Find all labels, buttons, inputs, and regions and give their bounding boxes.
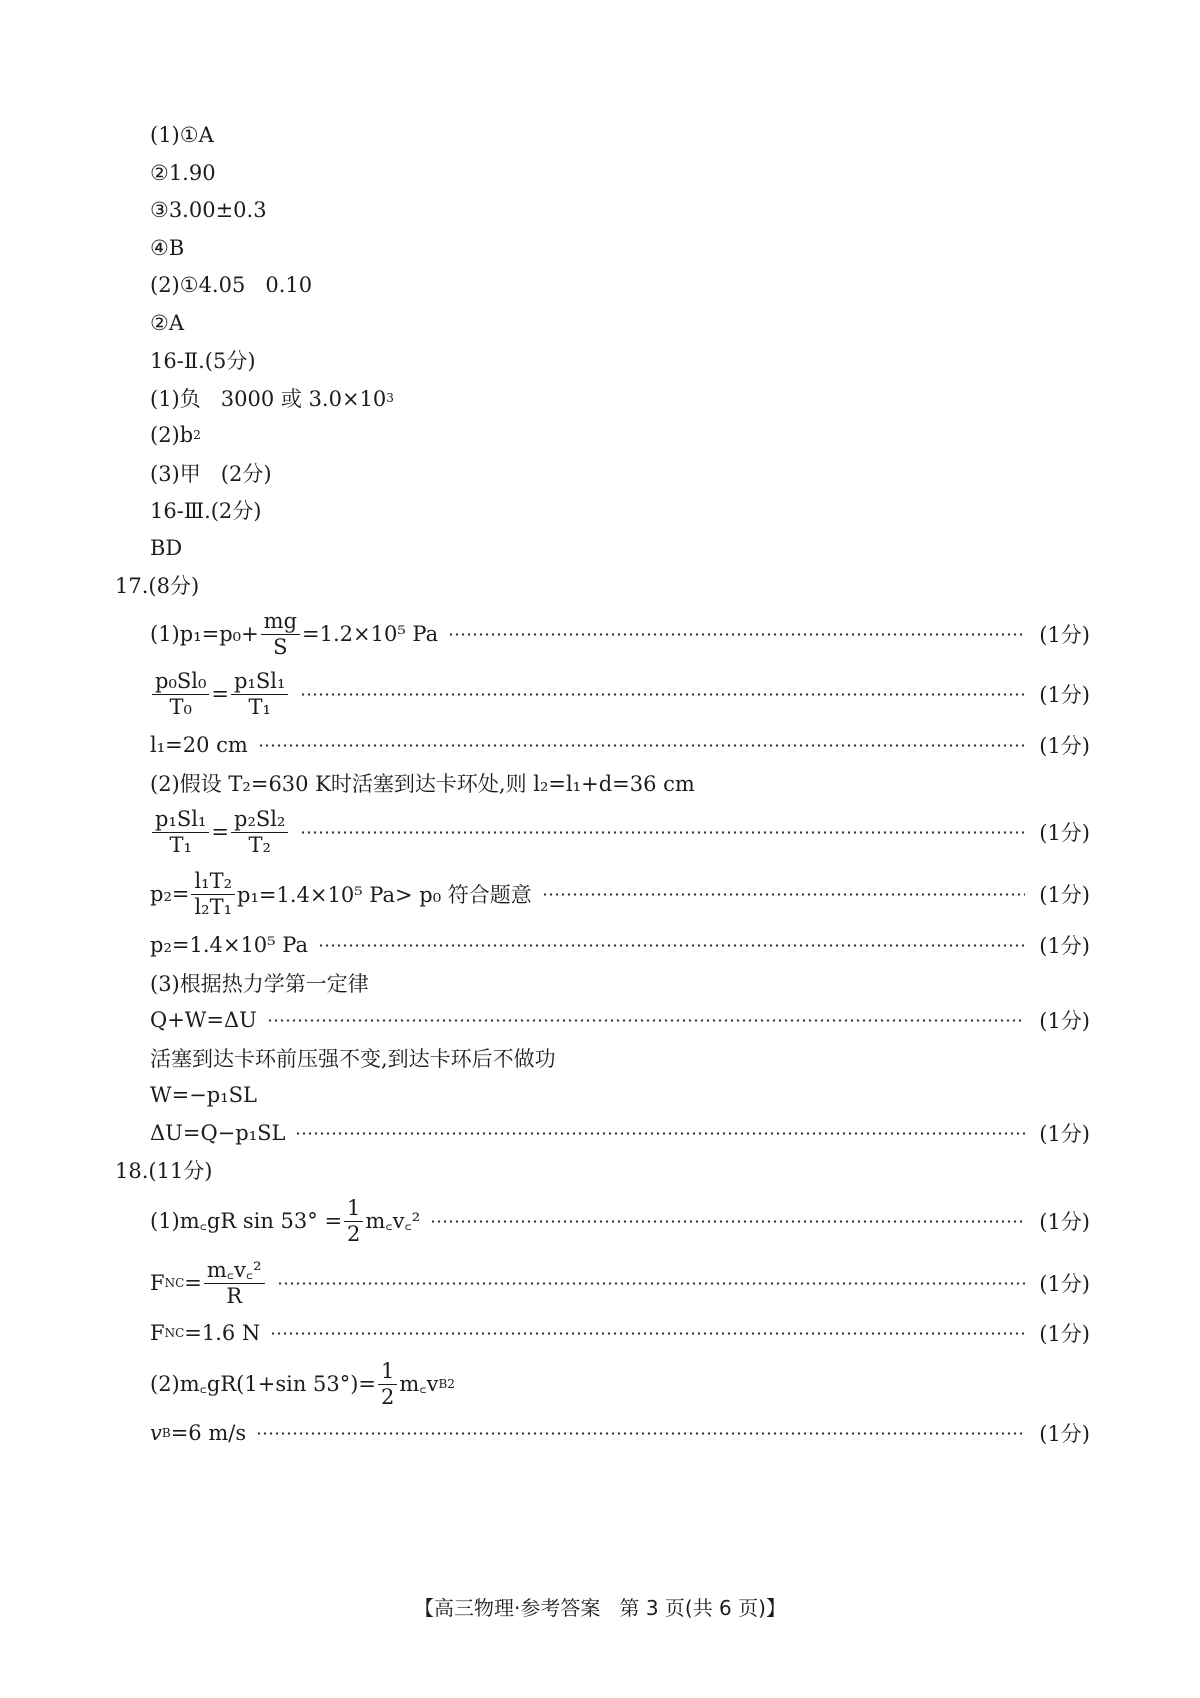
- leader-dots: [430, 1220, 1025, 1223]
- leader-dots: [318, 944, 1025, 947]
- answer-line: [150, 378, 1090, 418]
- answer-line: [150, 228, 1090, 268]
- score-label: (1分): [1039, 1322, 1090, 1346]
- equation: (2)m꜀gR(1+sin 53°)= $\frac{1}{2}$ m꜀v B 2: [150, 1359, 455, 1409]
- question-17-heading: [115, 565, 1055, 605]
- leader-dots: [256, 1432, 1025, 1435]
- fraction: $\frac{\text{p₂Sl₂}}{\text{T₂}}$: [231, 808, 288, 855]
- fraction: $\frac{\text{p₀Sl₀}}{\text{T₀}}$: [152, 670, 209, 717]
- score-label: (1分): [1039, 1210, 1090, 1234]
- score-label: (1分): [1039, 1122, 1090, 1146]
- solution-step: [150, 1413, 1090, 1453]
- answer-text: (2)b: [150, 423, 194, 447]
- answer-line: [150, 528, 1090, 568]
- fraction: $\frac{1}{2}$: [344, 1197, 363, 1244]
- question-18-heading: [115, 1150, 1055, 1190]
- equation: v B =6 m/s: [150, 1421, 247, 1445]
- solution-step: [150, 925, 1090, 965]
- score-label: (1分): [1039, 1009, 1090, 1033]
- superscript: 3: [386, 391, 394, 405]
- answer-line: [150, 115, 1090, 155]
- question-number: 18.(11分): [115, 1159, 213, 1183]
- solution-step: [150, 1000, 1090, 1040]
- answer-text: ②A: [150, 311, 184, 335]
- solution-step: [150, 1113, 1090, 1153]
- answer-text: ③3.00±0.3: [150, 198, 267, 222]
- answer-text: (2)①4.05 0.10: [150, 273, 313, 297]
- fraction: $\frac{\text{p₁Sl₁}}{\text{T₁}}$: [152, 808, 209, 855]
- solution-step: [150, 1193, 1090, 1249]
- equation: (1)m꜀gR sin 53° = $\frac{1}{2}$ m꜀v꜀²: [150, 1196, 421, 1246]
- answer-text: ④B: [150, 236, 185, 260]
- solution-step: [150, 1255, 1090, 1311]
- section-heading: [150, 340, 1090, 380]
- equation: Q+W=ΔU: [150, 1008, 257, 1032]
- fraction: $\frac{\text{m꜀v꜀²}}{R}$: [204, 1259, 265, 1306]
- subscript: 2: [193, 428, 201, 442]
- section-heading: [150, 490, 1090, 530]
- fraction: $\frac{\text{l₁T₂}}{\text{l₂T₁}}$: [191, 870, 235, 917]
- solution-step: [150, 804, 1090, 860]
- equation: p₂=1.4×10⁵ Pa: [150, 933, 308, 957]
- equation: $\frac{\text{p₀Sl₀}}{\text{T₀}}$ = $\frac{\text{p₁Sl₁}}{\text{T₁}}$: [150, 670, 290, 717]
- solution-step: [150, 1075, 1090, 1115]
- solution-step: [150, 763, 1090, 803]
- solution-step: [150, 725, 1090, 765]
- leader-dots: [277, 1282, 1026, 1285]
- answer-line: [150, 265, 1090, 305]
- answer-text: (1)负 3000 或 3.0×10: [150, 387, 387, 411]
- answer-text: 16-Ⅱ.(5分): [150, 349, 256, 373]
- equation: (2)假设 T₂=630 K时活塞到达卡环处,则 l₂=l₁+d=36 cm: [150, 772, 695, 796]
- score-label: (1分): [1039, 883, 1090, 907]
- fraction: $\frac{mg}{S}$: [261, 610, 300, 657]
- solution-step: [150, 666, 1090, 722]
- equation: (1)p₁=p₀+ $\frac{mg}{S}$ =1.2×10⁵ Pa: [150, 609, 439, 659]
- solution-step: [150, 963, 1090, 1003]
- score-label: (1分): [1039, 1422, 1090, 1446]
- answer-line: [150, 415, 1090, 455]
- leader-dots: [295, 1132, 1025, 1135]
- leader-dots: [258, 744, 1025, 747]
- equation: ΔU=Q−p₁SL: [150, 1121, 286, 1145]
- answer-line: [150, 303, 1090, 343]
- leader-dots: [300, 693, 1025, 696]
- answer-line: [150, 453, 1090, 493]
- explanation-text: (3)根据热力学第一定律: [150, 972, 369, 996]
- leader-dots: [542, 893, 1025, 896]
- answer-line: [150, 190, 1090, 230]
- leader-dots: [270, 1332, 1025, 1335]
- equation: $\frac{\text{p₁Sl₁}}{\text{T₁}}$ = $\frac{\text{p₂Sl₂}}{\text{T₂}}$: [150, 808, 290, 855]
- solution-step: [150, 1038, 1090, 1078]
- score-label: (1分): [1039, 1272, 1090, 1296]
- score-label: (1分): [1039, 934, 1090, 958]
- leader-dots: [300, 831, 1025, 834]
- score-label: (1分): [1039, 683, 1090, 707]
- footer-text: 【高三物理·参考答案 第 3 页(共 6 页)】: [414, 1596, 786, 1620]
- answer-text: 16-Ⅲ.(2分): [150, 499, 262, 523]
- equation: p₂= $\frac{\text{l₁T₂}}{\text{l₂T₁}}$ p₁=1.4×10⁵ Pa> p₀ 符合题意: [150, 869, 532, 919]
- equation: l₁=20 cm: [150, 733, 248, 757]
- score-label: (1分): [1039, 734, 1090, 758]
- answer-text: (3)甲 (2分): [150, 462, 272, 486]
- solution-step: [150, 1313, 1090, 1353]
- explanation-text: 活塞到达卡环前压强不变,到达卡环后不做功: [150, 1047, 556, 1071]
- solution-step: [150, 606, 1090, 662]
- solution-step: [150, 866, 1090, 922]
- fraction: $\frac{\text{p₁Sl₁}}{\text{T₁}}$: [231, 670, 288, 717]
- answer-text: BD: [150, 536, 183, 560]
- score-label: (1分): [1039, 623, 1090, 647]
- answer-text: (1)①A: [150, 123, 214, 147]
- score-label: (1分): [1039, 821, 1090, 845]
- answer-line: [150, 153, 1090, 193]
- fraction: $\frac{1}{2}$: [378, 1360, 397, 1407]
- question-number: 17.(8分): [115, 574, 200, 598]
- leader-dots: [448, 633, 1025, 636]
- answer-text: ②1.90: [150, 161, 216, 185]
- equation: W=−p₁SL: [150, 1083, 257, 1107]
- page-footer: [0, 1592, 1200, 1621]
- equation: F NC = $\frac{\text{m꜀v꜀²}}{R}$: [150, 1259, 267, 1306]
- solution-step: [150, 1356, 1090, 1412]
- equation: F NC =1.6 N: [150, 1321, 261, 1345]
- leader-dots: [267, 1019, 1025, 1022]
